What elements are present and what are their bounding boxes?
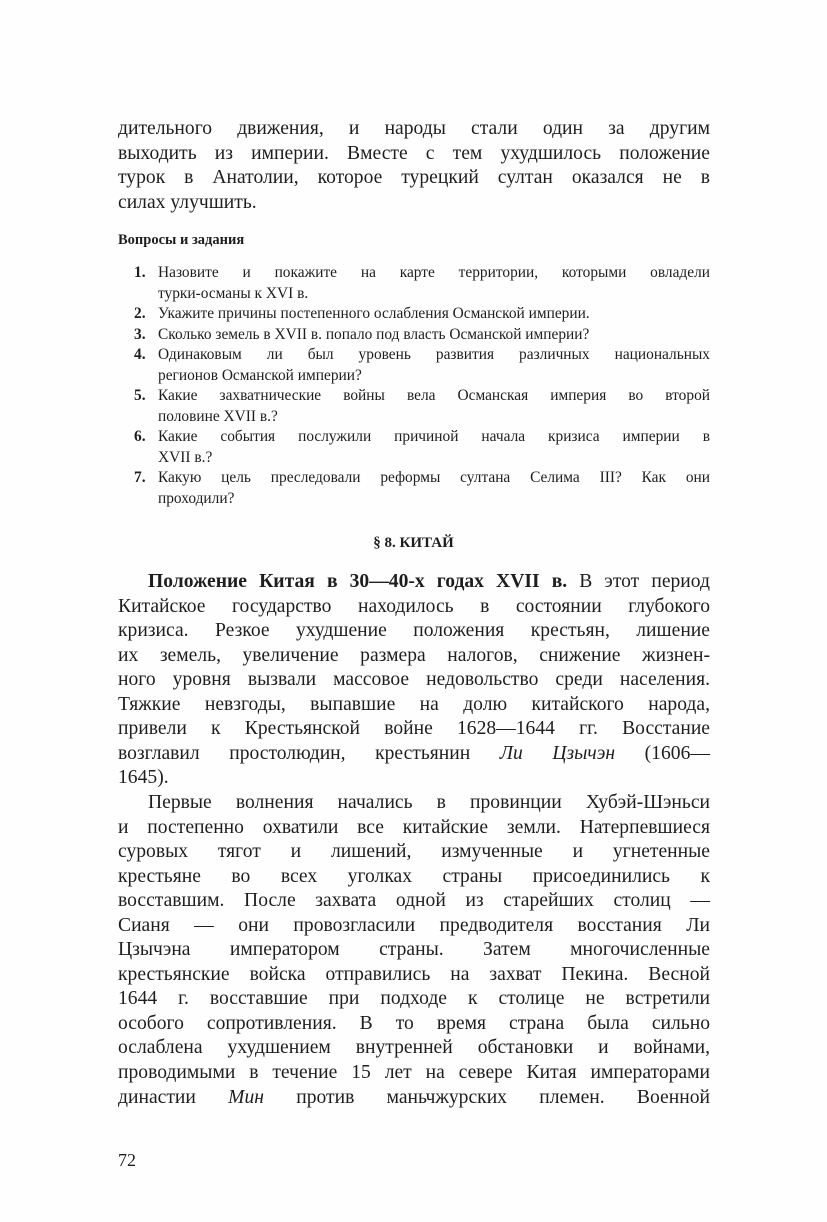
question-line: Сколько земель в XVII в. попало под власть Османской империи? bbox=[158, 325, 590, 343]
text-run: Сианя — они провозгласили предводителя восстания Ли bbox=[118, 914, 710, 936]
text-run: привели к Крестьянской войне 1628—1644 гг. Восстание bbox=[118, 718, 710, 740]
text-run: Китайское государство находилось в состоянии глубокого bbox=[118, 595, 710, 617]
text-run: суровых тягот и лишений, измученные и угнетенные bbox=[118, 841, 710, 863]
italic-run: Ли Цзычэн bbox=[499, 742, 616, 764]
text-line: турок в Анатолии, которое турецкий султан оказался не в bbox=[118, 167, 710, 188]
text-line bbox=[118, 1012, 710, 1036]
text-line bbox=[118, 693, 710, 717]
question-line: Какие захватнические войны вела Османская империя во второй bbox=[158, 387, 710, 404]
question-line: Назовите и покажите на карте территории, которыми овладели bbox=[158, 264, 710, 281]
text-run: восставшим. После захвата одной из старейших столиц — bbox=[118, 890, 710, 912]
text-line bbox=[148, 791, 710, 815]
text-line bbox=[118, 938, 710, 962]
text-run: 1644 г. восставшие при подходе к столице не встретили bbox=[118, 988, 710, 1010]
text-line bbox=[118, 595, 710, 619]
text-line bbox=[118, 1086, 710, 1110]
text-line bbox=[118, 865, 710, 889]
question-line: Какие события послужили причиной начала кризиса империи в bbox=[158, 428, 710, 445]
text-run: и постепенно охватили все китайские земли. Натерпевшиеся bbox=[118, 816, 710, 838]
text-line bbox=[118, 816, 710, 840]
question-line: Укажите причины постепенного ослабления Османской империи. bbox=[158, 305, 590, 322]
question-line: турки-османы к XVI в. bbox=[158, 284, 309, 302]
question-line: Одинаковым ли был уровень развития различных национальных bbox=[158, 346, 710, 363]
question-line: XVII в.? bbox=[158, 448, 213, 466]
text-line: дительного движения, и народы стали один за другим bbox=[118, 118, 710, 139]
text-run: Тяжкие невзгоды, выпавшие на долю китайского народа, bbox=[118, 693, 710, 715]
bold-run: Положение Китая в 30—40-х годах XVII в. bbox=[148, 571, 568, 592]
question-line: Какую цель преследовали реформы султана Селима III? Как они bbox=[158, 469, 710, 486]
text-run: ного уровня вызвали массовое недовольство среди населения. bbox=[118, 669, 710, 691]
question-line: регионов Османской империи? bbox=[158, 366, 362, 384]
text-line bbox=[118, 914, 710, 938]
text-run: против маньчжурских племен. Военной bbox=[263, 1086, 710, 1108]
text-run: династии bbox=[118, 1086, 229, 1108]
text-run: Первые волнения начались в провинции Хубэй-Шэньси bbox=[148, 791, 710, 813]
text-line: силах улучшить. bbox=[118, 191, 257, 213]
text-line bbox=[118, 840, 710, 864]
text-run: Цзычэна императором страны. Затем многочисленные bbox=[118, 939, 710, 961]
italic-run: Мин bbox=[228, 1086, 264, 1108]
text-line bbox=[118, 668, 710, 692]
text-line bbox=[118, 766, 710, 790]
text-run: возглавил простолюдин, крестьянин bbox=[118, 742, 500, 764]
question-line: половине XVII в.? bbox=[158, 407, 278, 425]
question-number: 1. bbox=[134, 264, 146, 281]
page-number: 72 bbox=[118, 1150, 136, 1170]
text-line bbox=[118, 987, 710, 1011]
text-line bbox=[118, 963, 710, 987]
question-number: 2. bbox=[134, 305, 146, 322]
text-run: В этот период bbox=[567, 571, 710, 592]
text-run: ослаблена ухудшением внутренней обстановки и войнами, bbox=[118, 1037, 710, 1059]
text-line bbox=[118, 1061, 710, 1085]
text-line bbox=[118, 717, 710, 741]
question-number: 5. bbox=[134, 387, 146, 404]
text-run: крестьяне во всех уголках страны присоединились к bbox=[118, 865, 710, 887]
text-run: особого сопротивления. В то время страна была сильно bbox=[118, 1012, 710, 1034]
text-line bbox=[118, 889, 710, 913]
text-run: кризиса. Резкое ухудшение положения крестьян, лишение bbox=[118, 620, 710, 642]
text-line bbox=[118, 742, 710, 766]
question-number: 3. bbox=[134, 325, 146, 343]
text-line bbox=[118, 619, 710, 643]
text-line bbox=[148, 570, 710, 594]
question-number: 4. bbox=[134, 346, 146, 363]
text-run: проводимыми в течение 15 лет на севере Китая императорами bbox=[118, 1062, 710, 1083]
question-number: 7. bbox=[134, 469, 146, 486]
text-run: 1645). bbox=[118, 767, 169, 789]
question-number: 6. bbox=[134, 428, 146, 445]
questions-heading: Вопросы и задания bbox=[118, 232, 245, 248]
question-line: проходили? bbox=[158, 489, 235, 507]
text-run: их земель, увеличение размера налогов, снижение жизнен- bbox=[118, 644, 710, 666]
text-line: выходить из империи. Вместе с тем ухудшилось положение bbox=[118, 142, 710, 164]
text-run: (1606— bbox=[615, 742, 710, 764]
section-title: § 8. КИТАЙ bbox=[373, 535, 454, 551]
text-run: крестьянские войска отправились на захват Пекина. Весной bbox=[118, 963, 710, 985]
text-line bbox=[118, 644, 710, 668]
text-line bbox=[118, 1036, 710, 1060]
